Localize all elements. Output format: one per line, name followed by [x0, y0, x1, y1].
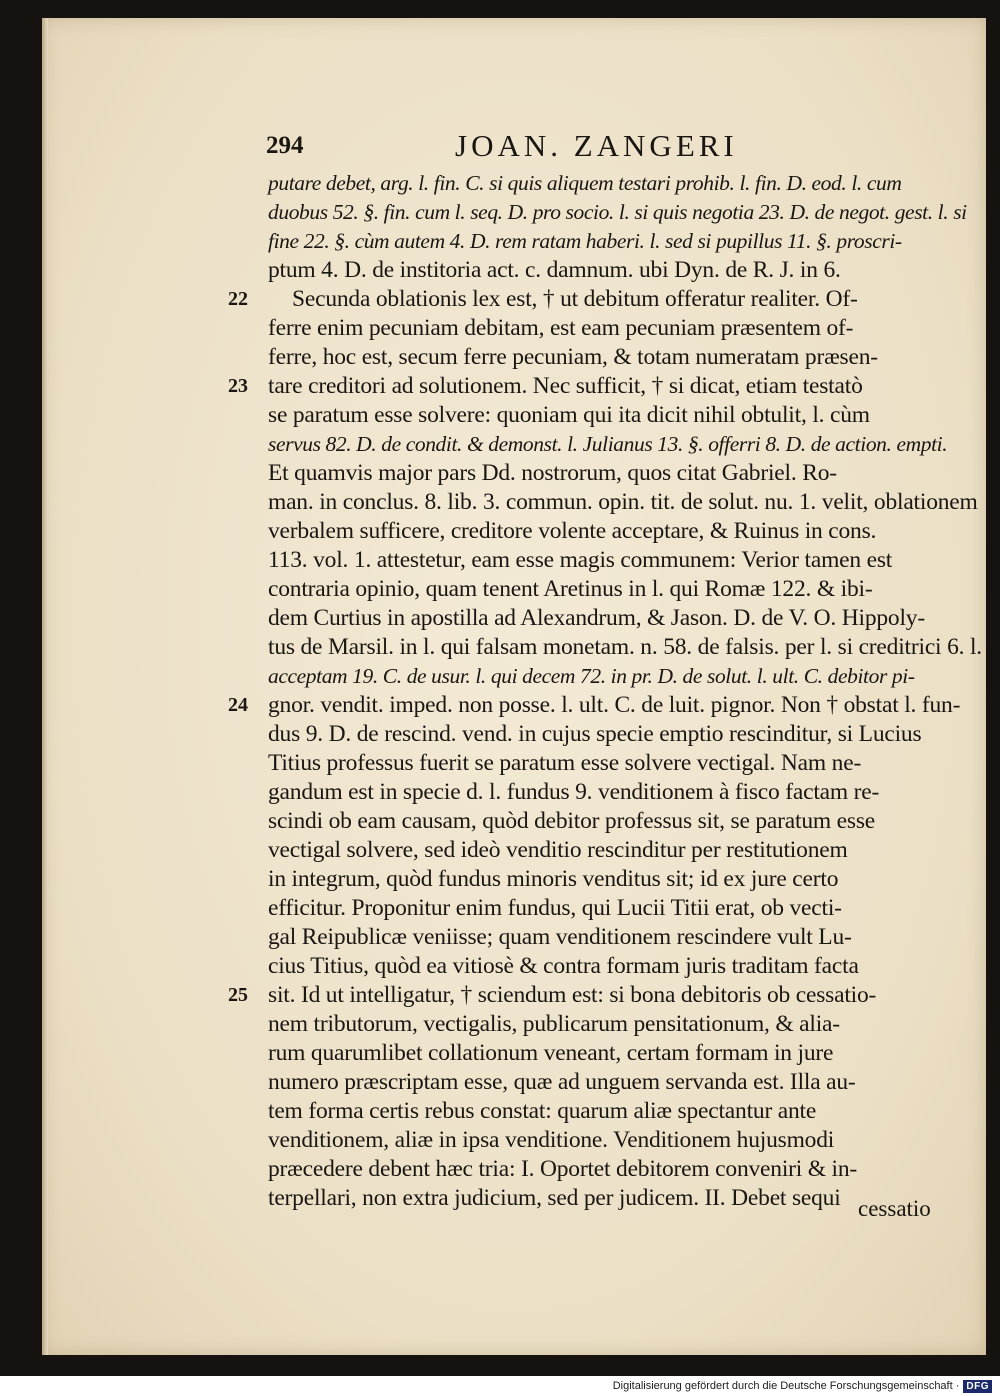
page-spine-shadow — [42, 18, 48, 1355]
text-line: se paratum esse solvere: quoniam qui ita dicit nihil obtulit, l. cùm — [268, 402, 870, 428]
text-line: sit. Id ut intelligatur, † sciendum est: si bona debitoris ob cessatio- — [268, 982, 877, 1008]
text-line: efficitur. Proponitur enim fundus, qui Lucii Titii erat, ob vecti- — [268, 895, 842, 921]
text-line: servus 82. D. de condit. & demonst. l. Julianus 13. §. offerri 8. D. de action. empti. — [268, 432, 948, 456]
margin-number: 23 — [228, 375, 248, 397]
text-line: ptum 4. D. de institoria act. c. damnum. ubi Dyn. de R. J. in 6. — [268, 257, 841, 283]
text-line: gal Reipublicæ veniisse; quam venditionem rescindere vult Lu- — [268, 924, 852, 950]
text-line: contraria opinio, quam tenent Aretinus in l. qui Romæ 122. & ibi- — [268, 576, 873, 602]
text-line: putare debet, arg. l. fin. C. si quis aliquem testari prohib. l. fin. D. eod. l. cum — [268, 171, 902, 195]
margin-number: 25 — [228, 984, 248, 1006]
text-line: verbalem sufficere, creditore volente acceptare, & Ruinus in cons. — [268, 518, 877, 544]
text-line: Titius professus fuerit se paratum esse solvere vectigal. Nam ne- — [268, 750, 862, 776]
text-line: tare creditori ad solutionem. Nec sufficit, † si dicat, etiam testatò — [268, 373, 863, 399]
text-line: fine 22. §. cùm autem 4. D. rem ratam haberi. l. sed si pupillus 11. §. proscri- — [268, 229, 902, 253]
text-line: nem tributorum, vectigalis, publicarum pensitationum, & alia- — [268, 1011, 840, 1037]
text-line: in integrum, quòd fundus minoris venditus sit; id ex jure certo — [268, 866, 839, 892]
credit-text: Digitalisierung gefördert durch die Deutsche Forschungsgemeinschaft · — [612, 1380, 960, 1392]
text-line: venditionem, aliæ in ipsa venditione. Venditionem hujusmodi — [268, 1127, 835, 1153]
text-line: ferre, hoc est, secum ferre pecuniam, & totam numeratam præsen- — [268, 344, 878, 370]
book-page — [42, 18, 986, 1355]
text-line: vectigal solvere, sed ideò venditio rescinditur per restitutionem — [268, 837, 848, 863]
text-line: dus 9. D. de rescind. vend. in cujus specie emptio rescinditur, si Lucius — [268, 721, 922, 747]
running-title: JOAN. ZANGERI — [455, 128, 738, 163]
catchword: cessatio — [858, 1196, 931, 1221]
digitization-credit — [613, 1378, 992, 1394]
text-line: gandum est in specie d. l. fundus 9. venditionem à fisco factam re- — [268, 779, 880, 805]
text-line: rum quarumlibet collationum veneant, certam formam in jure — [268, 1040, 834, 1066]
text-line: Secunda oblationis lex est, † ut debitum offeratur realiter. Of- — [292, 286, 858, 312]
text-line: tus de Marsil. in l. qui falsam monetam. n. 58. de falsis. per l. si creditrici 6. l. — [268, 634, 982, 660]
text-line: numero præscriptam esse, quæ ad unguem servanda est. Illa au- — [268, 1069, 856, 1095]
text-line: terpellari, non extra judicium, sed per judicem. II. Debet sequi — [268, 1185, 841, 1211]
text-line: tem forma certis rebus constat: quarum aliæ spectantur ante — [268, 1098, 817, 1124]
dfg-logo[interactable]: DFG — [963, 1380, 992, 1393]
page-number: 294 — [266, 132, 304, 159]
text-line: scindi ob eam causam, quòd debitor professus sit, se paratum esse — [268, 808, 875, 834]
text-line: gnor. vendit. imped. non posse. l. ult. C. de luit. pignor. Non † obstat l. fun- — [268, 692, 961, 718]
text-line: acceptam 19. C. de usur. l. qui decem 72. in pr. D. de solut. l. ult. C. debitor pi- — [268, 664, 915, 688]
text-line: præcedere debent hæc tria: I. Oportet debitorem conveniri & in- — [268, 1156, 858, 1182]
text-line: cius Titius, quòd ea vitiosè & contra formam juris traditam facta — [268, 953, 859, 979]
margin-number: 24 — [228, 694, 248, 716]
text-line: Et quamvis major pars Dd. nostrorum, quos citat Gabriel. Ro- — [268, 460, 837, 486]
text-line: duobus 52. §. fin. cum l. seq. D. pro socio. l. si quis negotia 23. D. de negot. gest. l. si — [268, 200, 967, 224]
page-header — [42, 130, 986, 170]
text-line: 113. vol. 1. attestetur, eam esse magis communem: Verior tamen est — [268, 547, 893, 573]
text-line: dem Curtius in apostilla ad Alexandrum, & Jason. D. de V. O. Hippoly- — [268, 605, 925, 631]
text-line: ferre enim pecuniam debitam, est eam pecuniam præsentem of- — [268, 315, 854, 341]
text-line: man. in conclus. 8. lib. 3. commun. opin. tit. de solut. nu. 1. velit, oblationem — [268, 489, 978, 515]
margin-number: 22 — [228, 288, 248, 310]
